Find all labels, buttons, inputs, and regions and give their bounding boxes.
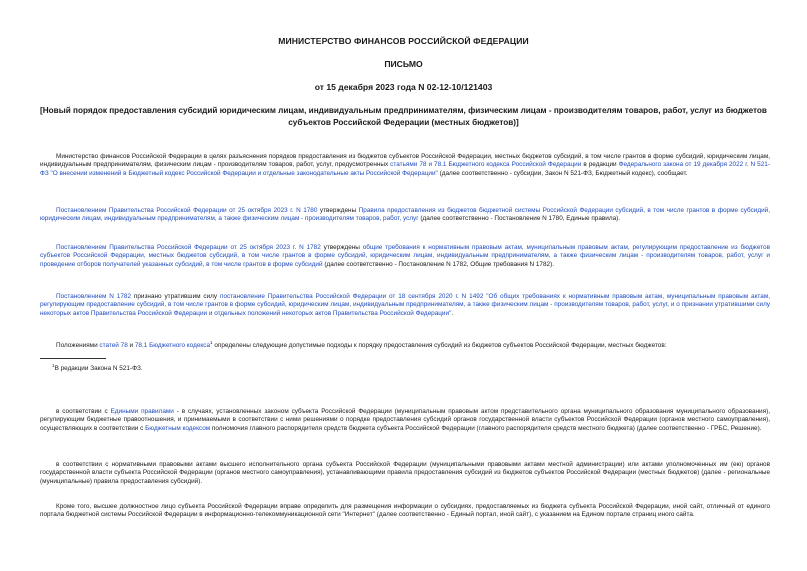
footnote-ref[interactable]: 1 <box>210 340 213 345</box>
paragraph-unified-rules-approach: в соответствии с Едиными правилами - в случаях, установленных законом субъекта Российской Федерации (муниципальным правовым актом представительного органа муниципального образования муниципального образования), регулирующим бюджетные правоотношения, и принимаемыми в соответствии с ними решениями о порядке предоставления субсидий органов государственной власти субъектов Российской Федерации (органов местного самоуправления), осуществляющих в соответствии с Бюджетным кодексом полномочия главного распорядителя средств бюджета субъекта Российской Федерации (главного распорядителя средств местного бюджета) (далее соответственно - ГРБС, Решение). <box>40 408 770 432</box>
footnote-divider <box>40 358 106 359</box>
document-date-number: от 15 декабря 2023 года N 02-12-10/121403 <box>314 82 493 92</box>
ministry-title: МИНИСТЕРСТВО ФИНАНСОВ РОССИЙСКОЙ ФЕДЕРАЦИИ <box>278 36 529 46</box>
link-resolution-1782-short[interactable]: Постановлением N 1782 <box>56 293 132 300</box>
link-budget-code-articles[interactable]: статьями 78 и 78.1 Бюджетного кодекса Российской Федерации <box>390 161 582 169</box>
document-subject: [Новый порядок предоставления субсидий юридическим лицам, индивидуальным предпринимателям, физическим лицам - производителям товаров, работ, услуг из бюджетов субъектов Российской Федерации (местных бюджетов)] <box>40 106 767 127</box>
link-resolution-1782[interactable]: Постановлением Правительства Российской Федерации от 25 октября 2023 г. N 1782 <box>56 244 321 251</box>
link-budget-code[interactable]: Бюджетным кодексом <box>145 424 211 432</box>
paragraph-regional-rules-approach: в соответствии с нормативными правовыми актами высшего исполнительного органа субъекта Российской Федерации (муниципальными правовыми актами местной администрации) или актами уполномоченных им (ею) органов государственной власти субъекта Российской Федерации (органов местного самоуправления), устанавливающими правила предоставления субсидий из бюджетов субъектов Российской Федерации (местных бюджетов) (далее - региональные (муниципальные) правила предоставления субсидий). <box>40 461 770 485</box>
link-article-78[interactable]: статей 78 <box>99 342 128 350</box>
document-type: ПИСЬМО <box>384 59 423 69</box>
link-resolution-1492[interactable]: постановление Правительства Российской Федерации от 18 сентября 2020 г. N 1492 "Об общих требованиях к нормативным правовым актам, муниципальным правовым актам, регулирующим предоставление субсидий, в том числе грантов в форме субсидий, юридическим лицам, индивидуальным предпринимателям, а также физическим лицам - производителям товаров, работ, услуг, и о признании утратившими силу некоторых актов Правительства Российской Федерации и отдельных положений некоторых актов Правительства Российской Федерации" <box>40 293 771 317</box>
paragraph-resolution-1780: Постановлением Правительства Российской Федерации от 25 октября 2023 г. N 1780 утверждены Правила предоставления из бюджетов бюджетной системы Российской Федерации субсидий, в том числе грантов в форме субсидий, юридическим лицам, индивидуальным предпринимателям, а также физическим лицам - производителям товаров, работ, услуг (далее соответственно - Постановление N 1780, Единые правила). <box>40 207 770 223</box>
link-unified-rules[interactable]: Правила предоставления из бюджетов бюджетной системы Российской Федерации субсидий, в том числе грантов в форме субсидий, юридическим лицам, индивидуальным предпринимателям, а также физическим лицам - производителям товаров, работ, услуг <box>40 207 770 223</box>
footnote: $^1$В редакции Закона N 521-ФЗ. <box>52 363 143 373</box>
paragraph-resolution-1782: Постановлением Правительства Российской Федерации от 25 октября 2023 г. N 1782 утверждены общие требования к нормативным правовым актам, муниципальным правовым актам, регулирующим предоставление из бюджетов субъектов Российской Федерации, местных бюджетов субсидий, в том числе грантов в форме субсидий, юридическим лицам, индивидуальным предпринимателям, а также физическим лицам - производителям товаров, работ, услуг и проведение отборов получателей указанных субсидий, в том числе грантов в форме субсидий (далее соответственно - Постановление N 1782, Общие требования N 1782). <box>40 244 770 268</box>
paragraph-repealed-1492: Постановлением N 1782 признано утратившим силу постановление Правительства Российской Федерации от 18 сентября 2020 г. N 1492 "Об общих требованиях к нормативным правовым актам, муниципальным правовым актам, регулирующим предоставление субсидий, в том числе грантов в форме субсидий, юридическим лицам, индивидуальным предпринимателям, а также физическим лицам - производителям товаров, работ, услуг, и о признании утратившими силу некоторых актов Правительства Российской Федерации и отдельных положений некоторых актов Правительства Российской Федерации". <box>40 293 771 317</box>
paragraph-intro: Министерство финансов Российской Федерации в целях разъяснения порядков предоставления из бюджетов субъектов Российской Федерации, местных бюджетов субсидий, в том числе грантов в форме субсидий, юридическим лицам, индивидуальным предпринимателям, физическим лицам - производителям товаров, работ, услуг, предусмотренных статьями 78 и 78.1 Бюджетного кодекса Российской Федерации в редакции Федерального закона от 19 декабря 2022 г. N 521-ФЗ "О внесении изменений в Бюджетный кодекс Российской Федерации и отдельные законодательные акты Российской Федерации" (далее соответственно - субсидии, Закон N 521-ФЗ, Бюджетный кодекс), сообщает. <box>40 153 770 177</box>
paragraph-approaches: Положениями статей 78 и 78.1 Бюджетного кодекса$^1$ определены следующие допустимые подходы к порядку предоставления субсидий из бюджетов субъектов Российской Федерации, местных бюджетов: <box>56 340 667 350</box>
link-unified-rules-short[interactable]: Едиными правилами <box>110 408 174 415</box>
paragraph-portal: Кроме того, высшее должностное лицо субъекта Российской Федерации вправе определить для размещения информации о субсидиях, предоставляемых из бюджета субъекта Российской Федерации, иной сайт, отличный от единого портала бюджетной системы Российской Федерации в информационно-телекоммуникационной сети "Интернет" (далее соответственно - Единый портал, иной сайт), с указанием на Едином портале страниц иного сайта. <box>40 503 770 519</box>
link-article-78-1[interactable]: 78.1 Бюджетного кодекса <box>134 342 210 350</box>
link-general-requirements[interactable]: общие требования к нормативным правовым актам, муниципальным правовым актам, регулирующим предоставление из бюджетов субъектов Российской Федерации, местных бюджетов субсидий, в том числе грантов в форме субсидий, юридическим лицам, индивидуальным предпринимателям, а также физическим лицам - производителям товаров, работ, услуг и проведение отборов получателей указанных субсидий, в том числе грантов в форме субсидий <box>40 244 770 268</box>
link-resolution-1780[interactable]: Постановлением Правительства Российской Федерации от 25 октября 2023 г. N 1780 <box>56 207 318 214</box>
link-federal-law-521[interactable]: Федерального закона от 19 декабря 2022 г. N 521-ФЗ "О внесении изменений в Бюджетный кодекс Российской Федерации и отдельные законодательные акты Российской Федерации" <box>40 161 770 177</box>
